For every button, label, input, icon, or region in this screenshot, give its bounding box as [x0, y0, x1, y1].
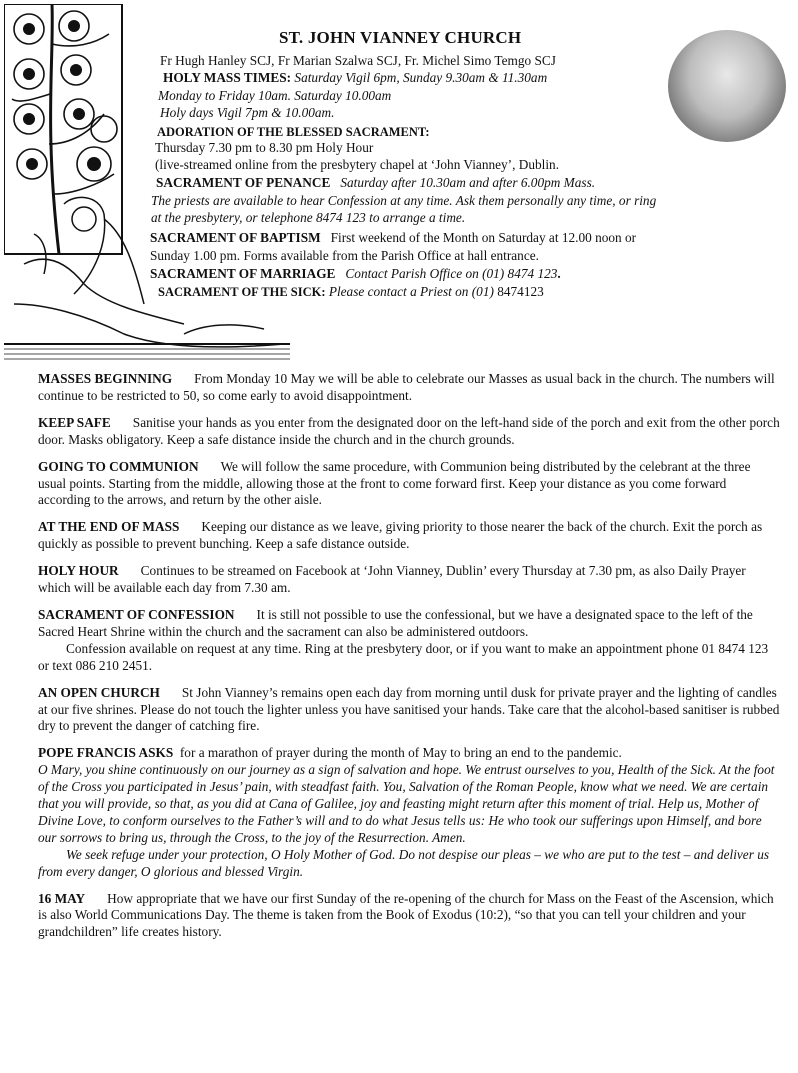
notice-text: It is still not possible to use the confessional, but we have a designated space to the left of the Sacred Heart Shrine within the church and the sacrament can also be administered outdoors. [38, 606, 753, 639]
adoration-time: Thursday 7.30 pm to 8.30 pm Holy Hour [155, 140, 374, 155]
prayer-text: O Mary, you shine continuously on our journey as a sign of salvation and hope. We entrust ourselves to you, Health of the Sick. At the foot of the Cross you participated in Jesus’ pain, with steadfast faith. You, Salvation of the Roman People, know what we need. We are certain that you will provide, so that, as you did at Cana of Galilee, joy and feasting might return after this moment of trial. Help us, Mother of Divine Love, to conform ourselves to the Father’s will and to do what Jesus tells us: He who took our sufferings upon Himself, and bore our sorrows to bring us, through the Cross, to the joy of the Resurrection. Amen. [38, 762, 775, 845]
notice-text: How appropriate that we have our first Sunday of the re-opening of the church for Mass on the Feast of the Ascension, which is also World Communications Day. The theme is taken from the Book of Exodus (10:2), “so that you can tell your children and your grandchildren” life creates history. [38, 890, 774, 940]
notice-holy-hour [38, 563, 780, 597]
church-title: ST. JOHN VIANNEY CHURCH [279, 28, 522, 47]
notice-text: Keeping our distance as we leave, giving priority to those nearer the back of the church. Exit the porch as quickly as possible to prevent bunching. Keep a safe distance outside. [38, 519, 763, 552]
sick-text: Please contact a Priest on (01) [328, 284, 494, 299]
adoration-livestream: (live-streamed online from the presbytery chapel at ‘John Vianney’, Dublin. [155, 157, 560, 172]
marriage-period: . [557, 266, 561, 281]
notice-heading: GOING TO COMMUNION [38, 458, 199, 474]
notice-text: We will follow the same procedure, with Communion being distributed by the celebrant at the three usual points. Starting from the middle, allowing those at the front to come forward first. Keep your distance as you come forward according to the arrows, and return by the other aisle. [38, 458, 751, 508]
penance-detail-2: at the presbytery, or telephone 8474 123 to arrange a time. [151, 210, 466, 225]
notice-text: Continues to be streamed on Facebook at ‘John Vianney, Dublin’ every Thursday at 7.30 pm, as also Daily Prayer which will be available each day from 7.30 am. [38, 563, 746, 596]
mass-times-label: HOLY MASS TIMES: [163, 70, 292, 85]
notice-keep-safe [38, 415, 780, 449]
notice-open-church [38, 685, 780, 736]
mass-times-text: Saturday Vigil 6pm, Sunday 9.30am & 11.30am [294, 70, 548, 85]
notice-heading: POPE FRANCIS ASKS [38, 745, 174, 761]
mass-weekday-line: Monday to Friday 10am. Saturday 10.00am [158, 88, 392, 103]
baptism-detail: Sunday 1.00 pm. Forms available from the Parish Office at hall entrance. [150, 248, 539, 263]
penance-line [156, 175, 595, 192]
notice-masses-beginning [38, 371, 780, 405]
notice-text: St John Vianney’s remains open each day from morning until dusk for private prayer and the lighting of candles at our five shrines. Please do not touch the lighter unless you have sanitised your hands. Take care that the alcohol-based sanitiser is rubbed dry to prevent the danger of catching fire. [38, 684, 780, 734]
notice-text: for a marathon of prayer during the month of May to bring an end to the pandemic. [179, 745, 622, 761]
prayer-text-2: We seek refuge under your protection, O Holy Mother of God. Do not despise our pleas – we who are put to the test – and deliver us from every danger, O glorious and blessed Virgin. [38, 846, 770, 879]
notice-heading: AT THE END OF MASS [38, 519, 180, 535]
notice-heading: AN OPEN CHURCH [38, 684, 160, 700]
notice-text: Sanitise your hands as you enter from the designated door on the left-hand side of the porch and exit from the other porch door. Masks obligatory. Keep a safe distance inside the church and in the church grounds. [38, 414, 780, 447]
notice-heading: HOLY HOUR [38, 563, 119, 579]
baptism-line [150, 230, 636, 247]
baptism-text: First weekend of the Month on Saturday at 12.00 noon or [330, 230, 637, 245]
notice-pope-francis [38, 745, 780, 880]
sick-label: SACRAMENT OF THE SICK: [158, 285, 326, 299]
notice-confession [38, 607, 780, 675]
notice-heading: SACRAMENT OF CONFESSION [38, 606, 235, 622]
marriage-line [150, 266, 561, 283]
clergy-line: Fr Hugh Hanley SCJ, Fr Marian Szalwa SCJ, Fr. Michel Simo Temgo SCJ [160, 53, 556, 68]
notice-communion [38, 459, 780, 510]
sick-number: 8474123 [497, 284, 544, 299]
notice-heading: MASSES BEGINNING [38, 371, 173, 386]
baptism-label: SACRAMENT OF BAPTISM [150, 230, 321, 245]
notices-body [38, 371, 780, 951]
penance-label: SACRAMENT OF PENANCE [156, 175, 331, 190]
notice-heading: 16 MAY [38, 890, 86, 906]
marriage-label: SACRAMENT OF MARRIAGE [150, 266, 336, 281]
mass-holyday-line: Holy days Vigil 7pm & 10.00am. [160, 105, 335, 120]
penance-text: Saturday after 10.30am and after 6.00pm Mass. [340, 175, 596, 190]
notice-text-2: Confession available on request at any time. Ring at the presbytery door, or if you want to make an appointment phone 01 8474 123 or text 086 210 2451. [38, 640, 769, 673]
sick-line [158, 284, 544, 301]
mass-times-line [163, 70, 547, 87]
notice-text: From Monday 10 May we will be able to celebrate our Masses as usual back in the church. The numbers will continue to be restricted to 50, so come early to avoid disappointment. [38, 371, 775, 403]
marriage-text: Contact Parish Office on (01) 8474 123 [345, 266, 558, 281]
portrait-photo [668, 30, 786, 142]
notice-end-of-mass [38, 519, 780, 553]
notice-heading: KEEP SAFE [38, 414, 111, 430]
adoration-label: ADORATION OF THE BLESSED SACRAMENT: [157, 125, 430, 139]
notice-16-may [38, 891, 780, 942]
penance-detail-1: The priests are available to hear Confession at any time. Ask them personally any time, or ring [151, 193, 657, 208]
